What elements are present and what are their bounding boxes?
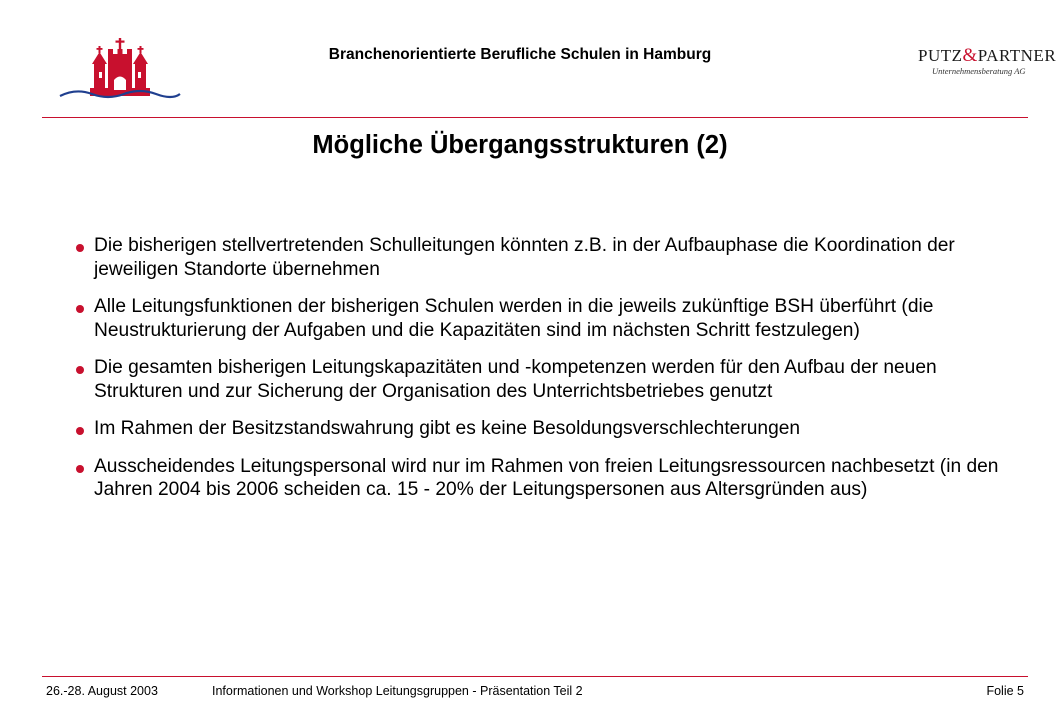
slide-title: Mögliche Übergangsstrukturen (2) bbox=[312, 131, 728, 159]
bullet-dot-icon bbox=[76, 305, 84, 313]
footer-date: 26.-28. August 2003 bbox=[46, 684, 158, 698]
bullet-dot-icon bbox=[76, 427, 84, 435]
bullet-dot-icon bbox=[76, 465, 84, 473]
bullet-list bbox=[74, 234, 1024, 516]
footer-presentation-info: Informationen und Workshop Leitungsgruppen - Präsentation Teil 2 bbox=[212, 684, 583, 698]
bullet-dot-icon bbox=[76, 244, 84, 252]
list-item bbox=[74, 234, 1024, 281]
logo-name-part2: PARTNER bbox=[977, 46, 1056, 65]
header-divider bbox=[42, 117, 1028, 118]
footer-divider bbox=[42, 676, 1028, 677]
list-item bbox=[74, 455, 1024, 502]
bullet-dot-icon bbox=[76, 366, 84, 374]
list-item bbox=[74, 417, 1024, 441]
bullet-text: Ausscheidendes Leitungspersonal wird nur im Rahmen von freien Leitungsressourcen nachbesetzt (in den Jahren 2004 bis 2006 scheiden ca. 15 - 20% der Leitungspersonen aus Altersgründen aus) bbox=[94, 455, 999, 500]
bullet-text: Die bisherigen stellvertretenden Schulleitungen könnten z.B. in der Aufbauphase die Koordination der jeweiligen Standorte übernehmen bbox=[94, 235, 955, 280]
logo-name-part1: PUTZ bbox=[918, 46, 963, 65]
bullet-text: Alle Leitungsfunktionen der bisherigen Schulen werden in die jeweils zukünftige BSH überführt (die Neustrukturierung der Aufgaben und die Kapazitäten sind im nächsten Schritt festzulegen) bbox=[94, 296, 934, 341]
list-item bbox=[74, 295, 1024, 342]
logo-subtitle: Unternehmensberatung AG bbox=[932, 66, 1026, 76]
bullet-text: Die gesamten bisherigen Leitungskapazitäten und -kompetenzen werden für den Aufbau der neuen Strukturen und zur Sicherung der Organisation des Unterrichtsbetriebes genutzt bbox=[94, 357, 937, 402]
header-title: Branchenorientierte Berufliche Schulen in Hamburg bbox=[328, 46, 712, 63]
list-item bbox=[74, 356, 1024, 403]
bullet-text: Im Rahmen der Besitzstandswahrung gibt es keine Besoldungsverschlechterungen bbox=[94, 418, 801, 439]
logo-ampersand: & bbox=[962, 45, 978, 66]
footer-page-number: Folie 5 bbox=[986, 684, 1024, 698]
putz-partner-logo bbox=[918, 45, 1056, 76]
